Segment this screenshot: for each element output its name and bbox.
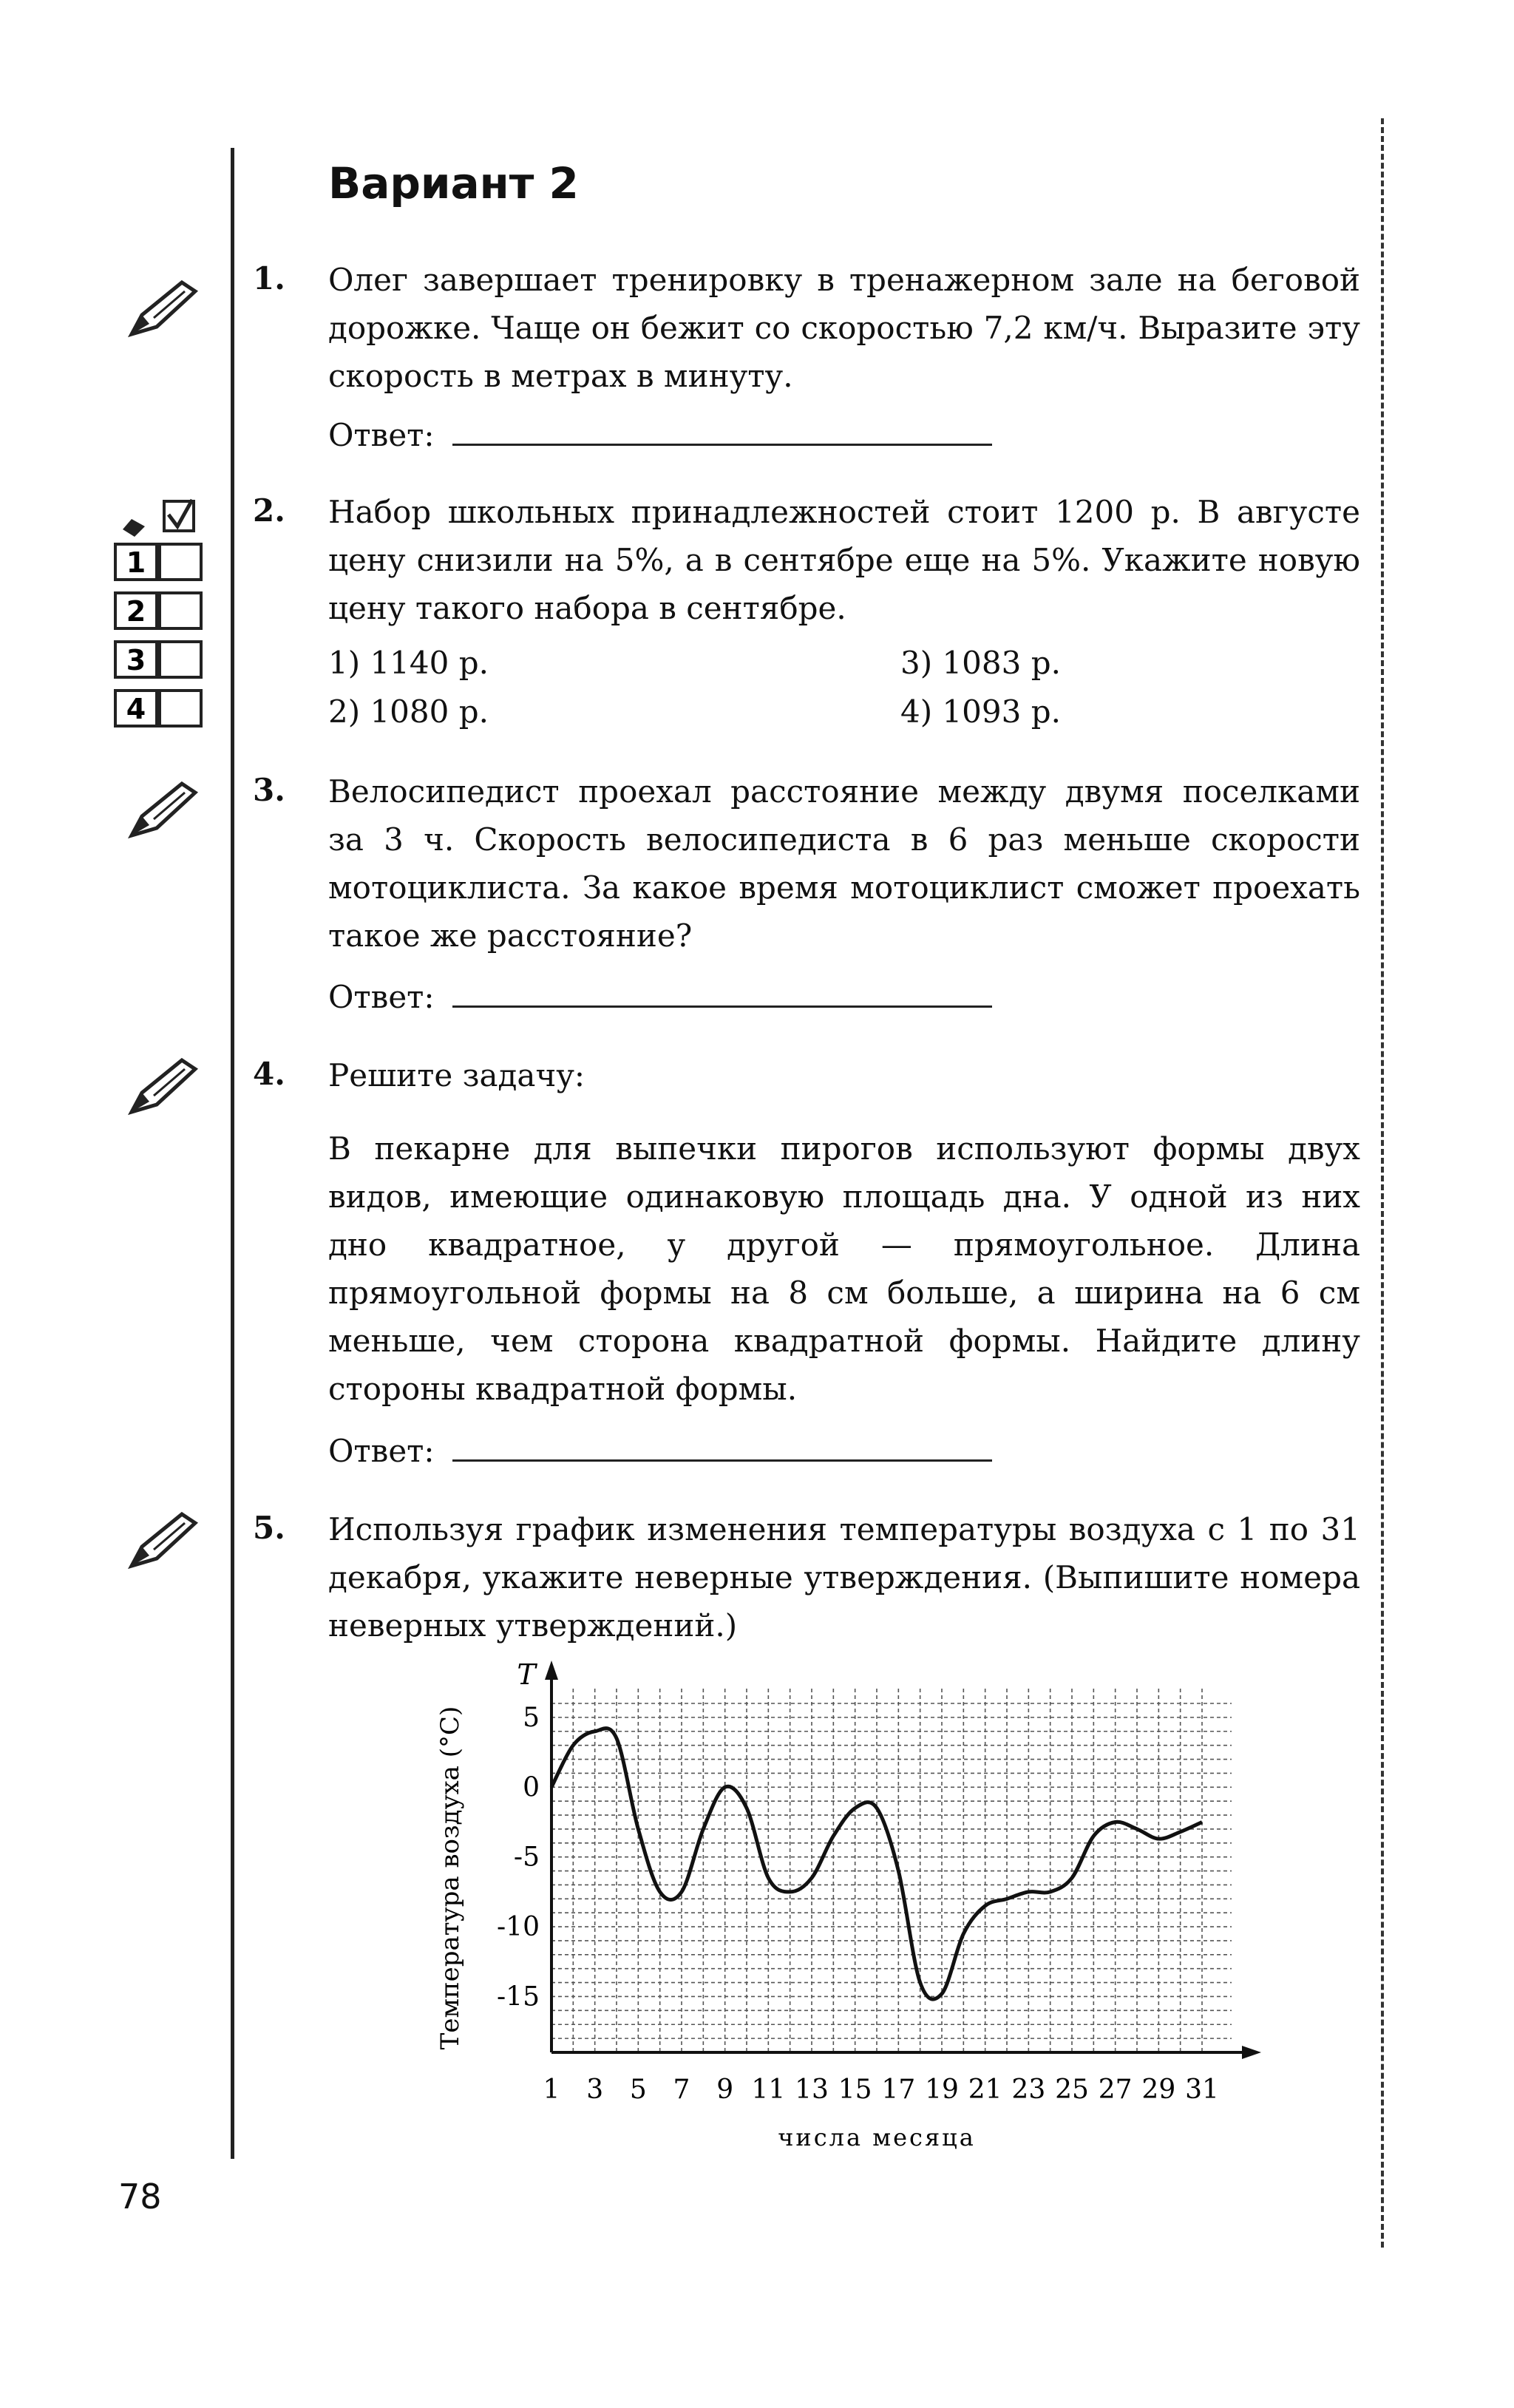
answer-line[interactable] (452, 421, 992, 446)
question-1-text (328, 256, 1360, 400)
question-2-paragraph: Набор школьных принадлежностей стоит 1200 р. В августе цену снизили на 5%, а в сентябре еще на 5%. Укажите новую цену такого набора в сентябре. (328, 494, 1360, 626)
choice-mark-2: 2 (126, 595, 146, 628)
x-tick-label: 23 (1011, 2075, 1046, 2105)
question-1-paragraph: Олег завершает тренировку в тренажерном зале на беговой дорожке. Чаще он бежит со скоростью 7,2 км/ч. Выразите эту скорость в метрах в минуту. (328, 262, 1360, 394)
choice-mark-3: 3 (126, 644, 146, 676)
y-tick-label: 0 (523, 1772, 540, 1803)
x-tick-label: 7 (673, 2075, 690, 2105)
y-tick-label: 5 (523, 1702, 540, 1733)
question-3-text (328, 767, 1360, 960)
answer-label: Ответ: (328, 417, 435, 453)
question-4-number: 4. (253, 1056, 285, 1092)
x-tick-label: 25 (1055, 2075, 1089, 2105)
chart-svg (414, 1656, 1272, 2159)
x-tick-label: 11 (751, 2075, 786, 2105)
answer-3[interactable] (328, 979, 992, 1015)
page-number: 78 (118, 2177, 162, 2217)
x-tick-label: 19 (925, 2075, 959, 2105)
temperature-chart (414, 1656, 1272, 2159)
x-axis-label: числа месяца (778, 2123, 976, 2151)
option-3[interactable]: 3) 1083 р. (900, 645, 1061, 681)
answer-1[interactable] (328, 417, 992, 453)
answer-label: Ответ: (328, 979, 435, 1015)
pen-icon (124, 1053, 206, 1119)
answer-label: Ответ: (328, 1433, 435, 1469)
x-tick-label: 3 (586, 2075, 604, 2105)
pen-icon (124, 1507, 206, 1573)
x-tick-label: 13 (795, 2075, 829, 2105)
x-tick-label: 31 (1185, 2075, 1219, 2105)
x-tick-label: 9 (716, 2075, 734, 2105)
question-2-text (328, 488, 1360, 632)
x-axis-arrow (1242, 2046, 1261, 2059)
x-tick-label: 15 (838, 2075, 872, 2105)
question-4-instruction: Решите задачу: (328, 1057, 585, 1093)
choice-mark-1: 1 (126, 546, 146, 579)
chart-grid (551, 1689, 1232, 2052)
x-tick-label: 1 (543, 2075, 560, 2105)
question-4-text (328, 1051, 1360, 1413)
x-tick-label: 27 (1098, 2075, 1133, 2105)
question-3-number: 3. (253, 772, 285, 808)
y-tick-label: -10 (497, 1912, 540, 1943)
y-tick-label: -15 (497, 1981, 540, 2012)
page-title: Вариант 2 (328, 158, 579, 208)
answer-4[interactable] (328, 1433, 992, 1469)
answer-line[interactable] (452, 1437, 992, 1462)
x-tick-label: 21 (968, 2075, 1002, 2105)
choice-mark-4: 4 (126, 693, 146, 725)
question-5-number: 5. (253, 1510, 285, 1546)
y-axis-arrow (545, 1661, 558, 1680)
pen-icon (124, 275, 206, 342)
x-tick-label: 5 (629, 2075, 647, 2105)
y-tick-label: -5 (513, 1842, 540, 1873)
option-4[interactable]: 4) 1093 р. (900, 693, 1061, 730)
option-1[interactable]: 1) 1140 р. (328, 645, 489, 681)
question-1-number: 1. (253, 260, 285, 296)
question-5-paragraph: Используя график изменения температуры воздуха с 1 по 31 декабря, укажите неверные утверждения. (Выпишите номера неверных утверждений.) (328, 1511, 1360, 1644)
option-2[interactable]: 2) 1080 р. (328, 693, 489, 730)
answer-line[interactable] (452, 983, 992, 1008)
x-tick-label: 17 (881, 2075, 916, 2105)
check-box-icon (112, 497, 208, 733)
question-5-text (328, 1505, 1360, 1649)
margin-line (231, 148, 234, 2159)
chart-axes (545, 1661, 1261, 2059)
question-2-number: 2. (253, 492, 285, 529)
y-axis-symbol: T (517, 1658, 536, 1691)
question-4-paragraph: В пекарне для выпечки пирогов используют формы двух видов, имеющие одинаковую площадь дна. У одной из них дно квадратное, у другой — прямоугольное. Длина прямоугольной формы на 8 см больше, а ширина на 6 см меньше, чем сторона квадратной формы. Найдите длину стороны квадратной формы. (328, 1130, 1360, 1407)
pen-icon (124, 776, 206, 843)
cut-line (1381, 118, 1384, 2248)
y-axis-label: Температура воздуха (°С) (435, 1706, 465, 2050)
question-3-paragraph: Велосипедист проехал расстояние между двумя поселками за 3 ч. Скорость велосипедиста в 6 раз меньше скорости мотоциклиста. За какое время мотоциклист сможет проехать такое же расстояние? (328, 773, 1360, 954)
x-tick-label: 29 (1141, 2075, 1176, 2105)
